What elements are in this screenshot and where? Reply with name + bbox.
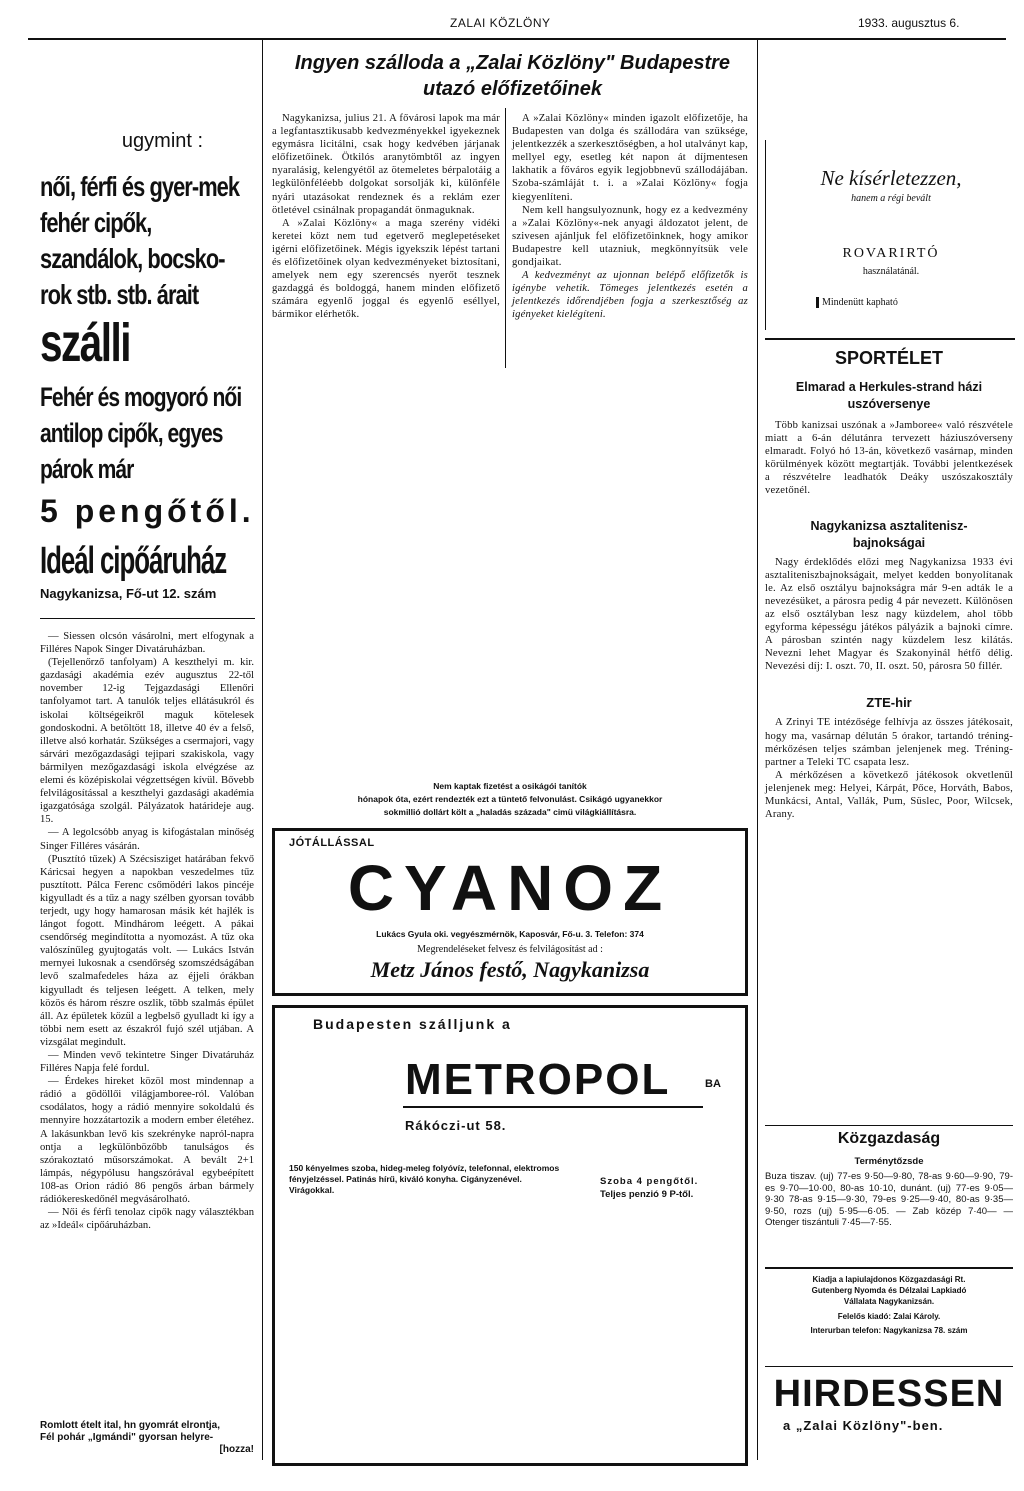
- metropol-price-2: Teljes penzió 9 P-től.: [600, 1189, 694, 1200]
- paper-name: ZALAI KÖZLÖNY: [450, 16, 551, 30]
- cyanoz-ad: [272, 828, 748, 996]
- imprint-line: Kiadja a lapiulajdonos Közgazdasági Rt.: [812, 1275, 966, 1284]
- metropol-underline: [403, 1106, 703, 1108]
- news-item: — A legolcsóbb anyag is kifogástalan minőség Singer Filléres vásárán.: [40, 827, 254, 852]
- imprint-line: Gutenberg Nyomda és Délzalai Lapkiadó: [811, 1286, 967, 1295]
- imprint-rule: [765, 1267, 1013, 1269]
- news-item: (Tejellenőrző tanfolyam) A keszthelyi m. kir. gazdasági akadémia ezév augusztus 22-től november 12-ig Tejgazdasági Ellenőri tanfolyamot tart. A tanulók teljes ellátásukról és iskolai költségeikről maguk kötelesek gondoskodni. A betöltött 18, illetve 40 év a felső, illetve alsó korhatár. Szükséges a csermajori, vagy sárvári mezőgazdasági tejipari szakiskola, vagy bármilyen mezőgazdasági iskola elvégzése az elemi és középiskolai végzettségen kívül. Bővebb felvilágosítással a keszthelyi gazdasági akadémia igazgatósága szolgál. Pályázatok határideje aug. 15.: [40, 657, 254, 826]
- sport-title-2: Nagykanizsa asztalitenisz-bajnokságai: [810, 518, 968, 550]
- rovar-product: ROVARIRTÓ: [842, 246, 940, 261]
- caption-line-1: Nem kaptak fizetést a osikágói tanítók: [433, 781, 587, 791]
- rovarirto-ad: [765, 140, 1016, 330]
- sport-para-2: Nagy érdeklődés előzi meg Nagykanizsa 1933 évi asztaliteniszbajnokságait, melyet kedden bonyolítanak le. Az első osztályu bajnokságra már 9-en adták le a nevezésüket, a párosra pedig 4 pár nevezett. Különösen az első osztályban lesz nagy küzdelem, ahol több egyforma képességu játékos pályázik a bajnoki címre. A párosban szintén nagy küzdelem lesz kilátás. Nevezni lehet Magyar és Szakonyinál hétfő délig. Nevezési díj: I. oszt. 70, II. oszt. 50, párosra 50 fillér.: [765, 556, 1013, 673]
- economy-sub: Terménytőzsde: [854, 1156, 924, 1167]
- left-news-column: [40, 630, 254, 1232]
- sport-para-1: Több kanizsai uszónak a »Jamboree« való részvétele miatt a 6-án délutánra tervezett háziuszóverseny elmaradt. Folyó hó 13-án, következő vasárnap, minden körülmények között megtartják. További jelentkezések a részvételre leadhatók Deáky uszószakosztály vezetőnél.: [765, 420, 1013, 497]
- ad-shop-name: Ideál cipőáruház: [40, 540, 227, 582]
- news-item: — Érdekes hireket közöl most mindennap a rádió a gödöllői világjamboree-ról. Valóban csodálatos, hogy a rádió mennyire sokoldalú és mennyire hozzátartozik a modern ember életéhez. A lakásunkban levő kis szekrényke napról-napra ontja a legkülönbözőbb tanulságos és szórakoztató műsorszámokat. A bevált 2+1 lámpás, négypólusu hangszórával egybeépített 108-as Orion rádió 86 pengős árban bármely rádiókereskedőnél megvásárolható.: [40, 1076, 254, 1206]
- rovar-headline: Ne kísérletezzen,: [820, 166, 962, 190]
- article-col-2: [512, 112, 748, 322]
- article-para: Nem kell hangsulyoznunk, hogy ez a kedvezmény a »Zalai Közlöny«-nek anyagi áldozatot jelent, de szivesen ajánljuk fel előfizetőinknek, hogy amikor Budapestre kell utazniuk, megkönnyítsük vele gondjaikat.: [512, 204, 748, 269]
- article-para: A »Zalai Közlöny« minden igazolt előfizetője, ha Budapesten van dolga és szállodára van szüksége, jelentkezzék a szerkesztőségben, a hol utalványt kap, mellyel egy, esetleg két napon át díjmentesen lakhatik a főváros egyik legjobbnevű szállodájában. Szoba-számláját t. i. a »Zalai Közlöny« fogja kiegyenlíteni.: [512, 113, 748, 203]
- cyanoz-brand: CYANOZ: [347, 852, 673, 924]
- news-item: — Minden vevő tekintetre Singer Divatáruház Filléres Napja felé fordul.: [40, 1050, 254, 1075]
- sport-title-1: Elmarad a Herkules-strand házi uszóversenye: [795, 380, 983, 411]
- article-para: A »Zalai Közlöny« a maga szerény vidéki keretei közt nem tud egetverő meglepetéseket igérni előfizetőinek. Mégis igyekszik lépést tartani és előfizetőinek olyan kedvezményeket biztosítani, amelyek nem egy szerencsés nyerőt tesznek gazdaggá és boldoggá, hanem minden előfizető számára egyenlő joggal és egyenlő eséllyel, bármikor elérhetők.: [272, 217, 500, 321]
- cyanoz-dealer: Metz János festő, Nagykanizsa: [370, 957, 650, 982]
- news-item: — Női és férfi tenolaz cipők nagy választékban az »Ideál« cipőáruházban.: [40, 1207, 254, 1232]
- ad-address: Nagykanizsa, Fő-ut 12. szám: [40, 586, 217, 601]
- article-lead: Nagykanizsa, julius 21. A fővárosi lapok ma már a legfantasztikusabb kedvezményekkel igyekeznek egymásra licitálni, csak hogy kedvében járjanak előfizetőinek. Ötkilós aranytömbtől az ingyen nyaralásig, kelengyétől az ötemeletes bérpalotáig a legkülönféléebb dolgokat sorsolják ki, különféle nyári utazásokat rendeznek és a reklám ezer ötletével csinálnak propagandát önmaguknak.: [272, 113, 500, 216]
- hirdessen-title: HIRDESSEN: [773, 1373, 1005, 1415]
- economy-rule: [765, 1125, 1013, 1126]
- news-photo-area: [272, 380, 748, 768]
- hirdessen-ad: [765, 1366, 1013, 1455]
- rovar-sub: hanem a régi bevált: [851, 193, 931, 204]
- metropol-ad: [272, 1005, 748, 1466]
- ad-cut-word: szálli: [40, 313, 131, 373]
- sport-para-3b: A mérkőzésen a következő játékosok okvetlenül jelenjenek meg: Helyei, Kárpát, Pőce, Horváth, Babos, Munkácsi, Antal, Vallák, Pum, Süslec, Poor, Wilcsek, Arany.: [765, 769, 1013, 821]
- rovar-rule: [765, 338, 1015, 340]
- sport-heading: SPORTÉLET: [834, 348, 943, 368]
- metropol-suffix: BA: [705, 1078, 721, 1090]
- cyanoz-contact: Lukács Gyula oki. vegyészmérnök, Kaposvár, Fő-u. 3. Telefon: 374: [376, 929, 644, 939]
- article-col-1: [272, 112, 500, 322]
- news-item: (Pusztító tűzek) A Szécsisziget határában fekvő Káricsai hegyen a napokban veszedelmes tűz pusztított. Pálca Ferenc csőmödéri lakos pincéje kigyulladt és a tűz a nagy szélben gyorsan tovább terjedt, ugy hogy hamarosan másik két hajlék is lángot fogott. Mindhárom leégett. A pákai csendőrség megindította a nyomozást. A tűz oka valószínűleg gyujtogatás volt. — Lukács István mernyei lukosnak a csendőrség szomszédságában levő szalmafedeles háza az éjjeli órákban kigyulladt és teljesen leégett. A telken, mely közös és három részre oszlik, több szalmás épület áll. Az épületek közül a legbelső gyulladt ki így a többi nem esett az északról fujó szél utjában. A vizsgálat megindult.: [40, 853, 254, 1048]
- divider-left: [262, 40, 263, 1460]
- ad-price: 5 pengőtől.: [40, 493, 255, 529]
- imprint-line: Felelős kiadó: Zalai Károly.: [837, 1312, 941, 1321]
- divider-right: [757, 40, 758, 1460]
- imprint: [765, 1274, 1013, 1336]
- igmandi-line-3: [hozza!: [219, 1444, 254, 1455]
- sport-section: [765, 348, 1013, 821]
- ad-offer: Fehér és mogyoró női antilop cipők, egyes párok már: [40, 382, 242, 484]
- sport-para-3: A Zrinyi TE intézősége felhívja az összes játékosait, hogy ma, vasárnap délután 5 órakor, tartandó tréning-mérkőzésen teljes számban jelenjenek meg. Tréning-partner a Teleki TC csapata lesz.: [765, 717, 1013, 768]
- ad-body: női, férfi és gyer-mek fehér cipők, szandálok, bocsko-rok stb. stb. árait: [40, 171, 240, 310]
- photo-caption: [272, 780, 748, 819]
- igmandi-line-1: Romlott ételt ital, hn gyomrát elrontja,: [40, 1420, 221, 1431]
- imprint-line: Interurban telefon: Nagykanizsa 78. szám: [810, 1326, 968, 1335]
- metropol-intro: Budapesten szálljunk a: [313, 1016, 512, 1032]
- metropol-name: METROPOL: [405, 1055, 671, 1104]
- cyanoz-tag: JÓTÁLLÁSSAL: [289, 837, 375, 849]
- metropol-address: Rákóczi-ut 58.: [405, 1118, 507, 1133]
- header-rule: [28, 38, 1006, 40]
- issue-date: 1933. augusztus 6.: [858, 16, 960, 30]
- igmandi-line-2: Fél pohár „Igmándi" gyorsan helyre-: [40, 1432, 214, 1443]
- economy-heading: Közgazdaság: [837, 1130, 941, 1147]
- article-col-divider: [505, 108, 506, 368]
- economy-text: Buza tiszav. (uj) 77-es 9·50—9·80, 78-as 9·60—9·90, 79-es 9·70—10·00, 80-as 10·10, dunánt. (uj) 77-es 9·05—9·30 78-as 9·15—9·30, 79-es 9·25—9·40, 80-as 9·35—9·50, rozs (uj) 5·95—6·05. — Zab közép 7·40— — Otenger tiszántuli 7·45—7·55.: [765, 1171, 1013, 1228]
- rovar-availability: Mindenütt kapható: [816, 297, 1016, 308]
- left-shoe-ad: [40, 130, 255, 601]
- article-para: A kedvezményt az ujonnan belépő előfizetők is igénybe vehetik. Tömeges jelentkezés esetén a jelentkezés időrendjében fogja a szerkesztőség az igényeket kielégíteni.: [512, 270, 748, 321]
- metropol-price-1: Szoba 4 pengőtől.: [600, 1176, 699, 1187]
- economy-section: [765, 1130, 1013, 1229]
- news-item: — Siessen olcsón vásárolni, mert elfogynak a Filléres Napok Singer Divatáruházban.: [40, 631, 254, 656]
- caption-line-2: hónapok óta, ezért rendezték ezt a tüntető felvonulást. Csikágó ugyanekkor: [357, 794, 663, 804]
- igmandi-ad: [40, 1420, 254, 1456]
- rovar-usage: használatánál.: [862, 266, 920, 277]
- metropol-desc: 150 kényelmes szoba, hideg-meleg folyóvíz, telefonnal, elektromos fényjelzéssel. Patinás hírű, kiváló konyha. Cigányzenével. Virágokkal.: [289, 1163, 560, 1195]
- cyanoz-order: Megrendeléseket felvesz és felvilágosítást ad :: [417, 944, 603, 955]
- left-ad-rule: [40, 618, 255, 619]
- article-title: Ingyen szálloda a „Zalai Közlöny" Budapestre utazó előfizetőinek: [294, 52, 731, 100]
- hirdessen-sub: a „Zalai Közlöny"-ben.: [783, 1418, 944, 1433]
- caption-line-3: sokmillió dollárt költ a „haladás százada" cimü világkiállításra.: [383, 807, 637, 817]
- imprint-line: Vállalata Nagykanizsán.: [843, 1297, 935, 1306]
- ad-intro: ugymint :: [121, 130, 204, 152]
- sport-title-3: ZTE-hir: [866, 695, 912, 711]
